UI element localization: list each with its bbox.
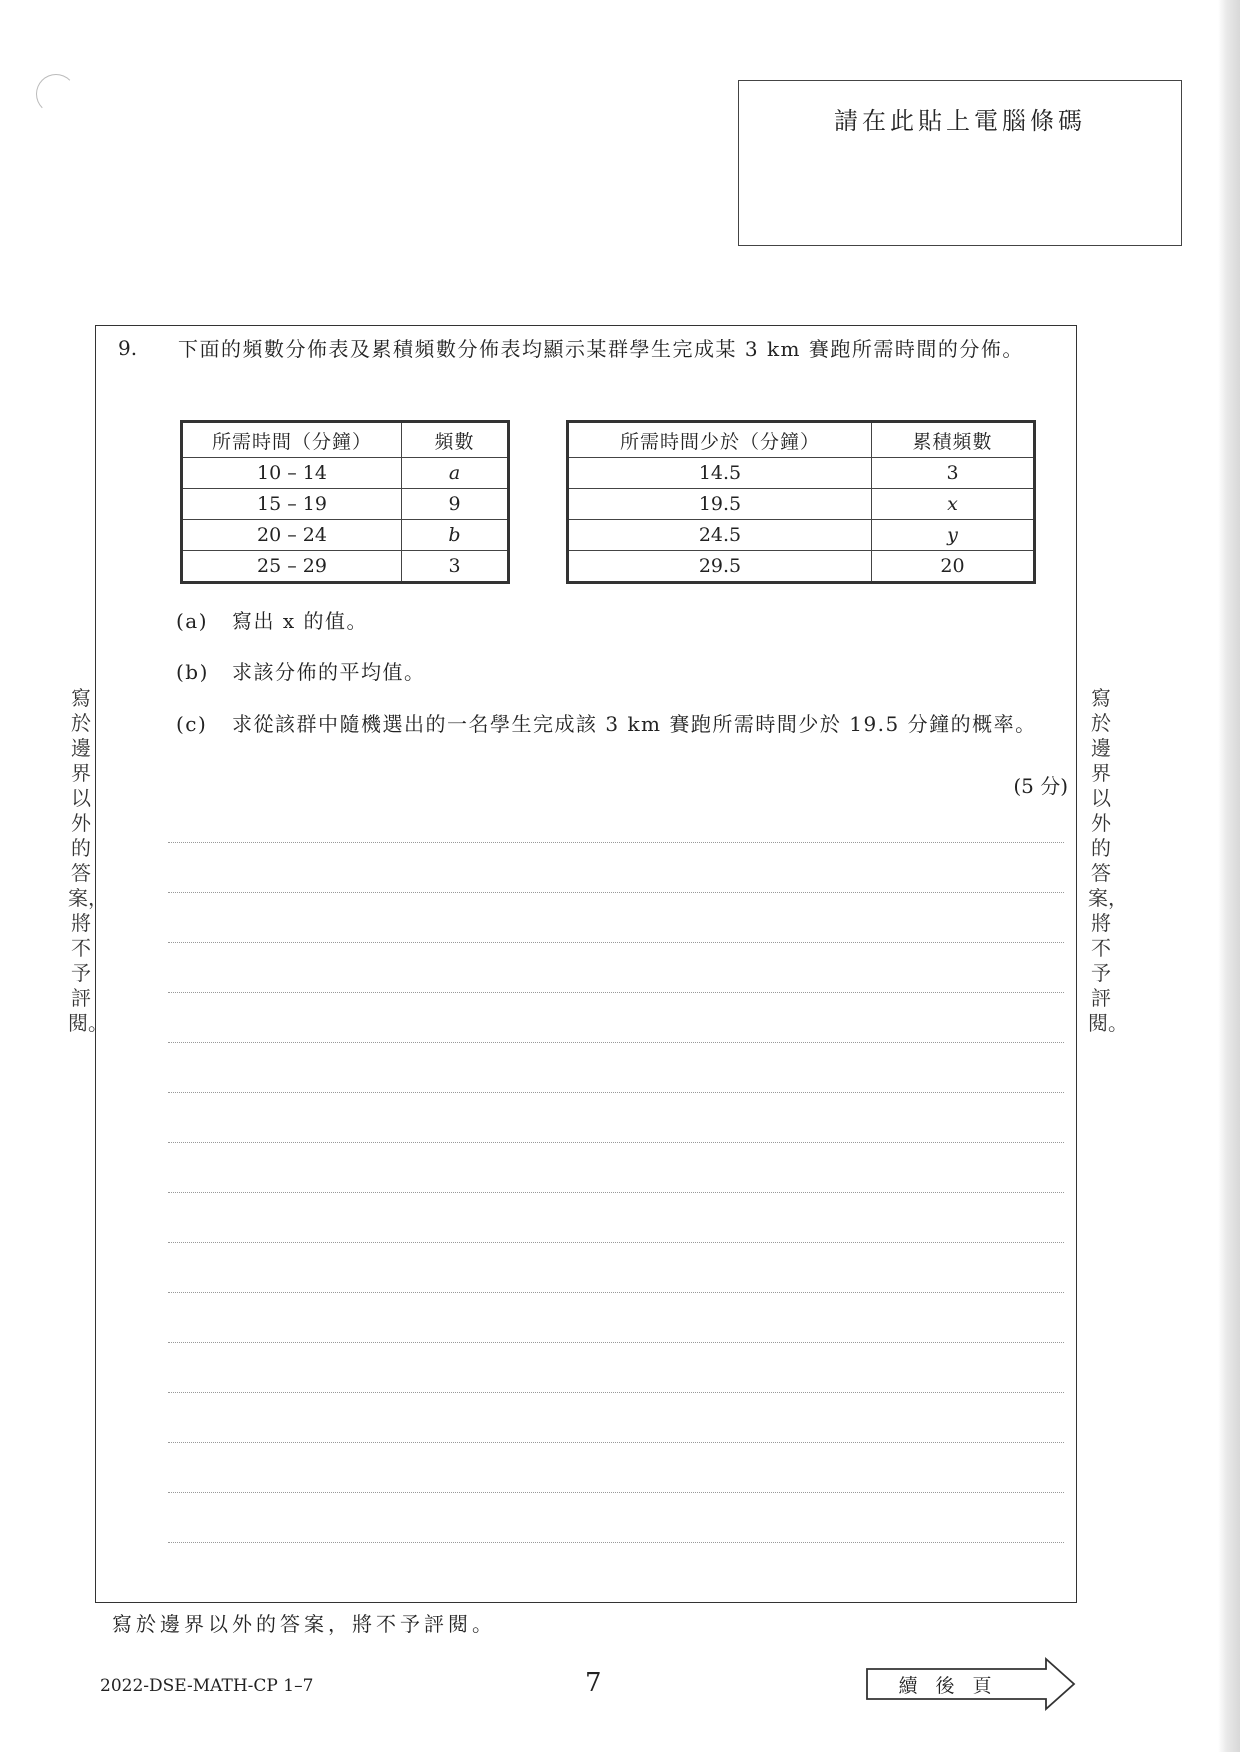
part-text: 求該分佈的平均值。: [232, 660, 426, 684]
part-text: 求從該群中隨機選出的一名學生完成該 3 km 賽跑所需時間少於 19.5 分鐘的概率。: [232, 712, 1037, 736]
table-header: 頻數: [402, 422, 509, 458]
answer-line[interactable]: [168, 942, 1064, 943]
part-label: (c): [176, 712, 208, 736]
table-cell: 14.5: [568, 458, 872, 489]
table-row: [568, 458, 1035, 489]
table-header: 累積頻數: [872, 422, 1035, 458]
table-row: [568, 489, 1035, 520]
answer-line[interactable]: [168, 1542, 1064, 1543]
table-cell: b: [402, 520, 509, 551]
answer-line[interactable]: [168, 1092, 1064, 1093]
table-cell: 3: [872, 458, 1035, 489]
answer-line[interactable]: [168, 1492, 1064, 1493]
table-cell: y: [872, 520, 1035, 551]
answer-line[interactable]: [168, 1042, 1064, 1043]
barcode-label: 請在此貼上電腦條碼: [834, 107, 1086, 135]
table-cell: 20 – 24: [182, 520, 402, 551]
table-cell: 19.5: [568, 489, 872, 520]
punch-hole: [36, 74, 76, 114]
table-row: [182, 458, 509, 489]
answer-line[interactable]: [168, 992, 1064, 993]
table-cell: a: [402, 458, 509, 489]
marks-allocation: (5 分): [1013, 774, 1068, 798]
table-row: [182, 520, 509, 551]
table-row: [568, 551, 1035, 583]
table-cell: 3: [402, 551, 509, 583]
table-cell: 25 – 29: [182, 551, 402, 583]
frequency-table: [180, 420, 510, 584]
answer-line[interactable]: [168, 1442, 1064, 1443]
table-row: [568, 520, 1035, 551]
table-cell: 20: [872, 551, 1035, 583]
table-header: 所需時間（分鐘）: [182, 422, 402, 458]
page-number: 7: [585, 1668, 602, 1698]
page-edge-shadow: [1218, 0, 1240, 1752]
answer-line[interactable]: [168, 1342, 1064, 1343]
cumulative-frequency-table: [566, 420, 1036, 584]
answer-line[interactable]: [168, 892, 1064, 893]
table-cell: 10 – 14: [182, 458, 402, 489]
answer-line[interactable]: [168, 1142, 1064, 1143]
table-cell: x: [872, 489, 1035, 520]
part-label: (a): [176, 609, 209, 633]
answer-line[interactable]: [168, 1242, 1064, 1243]
table-cell: 24.5: [568, 520, 872, 551]
part-label: (b): [176, 660, 209, 684]
table-cell: 15 – 19: [182, 489, 402, 520]
answer-line[interactable]: [168, 842, 1064, 843]
continue-label: 續後頁: [898, 1675, 1010, 1697]
continue-next-page: [866, 1657, 1076, 1711]
table-row: [182, 489, 509, 520]
part-text: 寫出 x 的值。: [232, 609, 368, 633]
paper-code: 2022-DSE-MATH-CP 1–7: [100, 1676, 314, 1696]
answer-box: [95, 325, 1077, 1603]
answer-line[interactable]: [168, 1192, 1064, 1193]
table-cell: 29.5: [568, 551, 872, 583]
table-header: 所需時間少於（分鐘）: [568, 422, 872, 458]
margin-note-right: 寫於邊界以外的答案，將不予評閱。: [1088, 686, 1128, 1035]
question-number: 9.: [118, 336, 138, 360]
margin-note-left: 寫於邊界以外的答案，將不予評閱。: [68, 686, 108, 1035]
table-cell: 9: [402, 489, 509, 520]
question-stem: 下面的頻數分佈表及累積頻數分佈表均顯示某群學生完成某 3 km 賽跑所需時間的分佈。: [178, 337, 1024, 361]
answer-line[interactable]: [168, 1392, 1064, 1393]
answer-line[interactable]: [168, 1292, 1064, 1293]
table-row: [182, 551, 509, 583]
barcode-sticker-box: [738, 80, 1182, 246]
bottom-margin-note: 寫於邊界以外的答案，將不予評閱。: [112, 1612, 496, 1636]
